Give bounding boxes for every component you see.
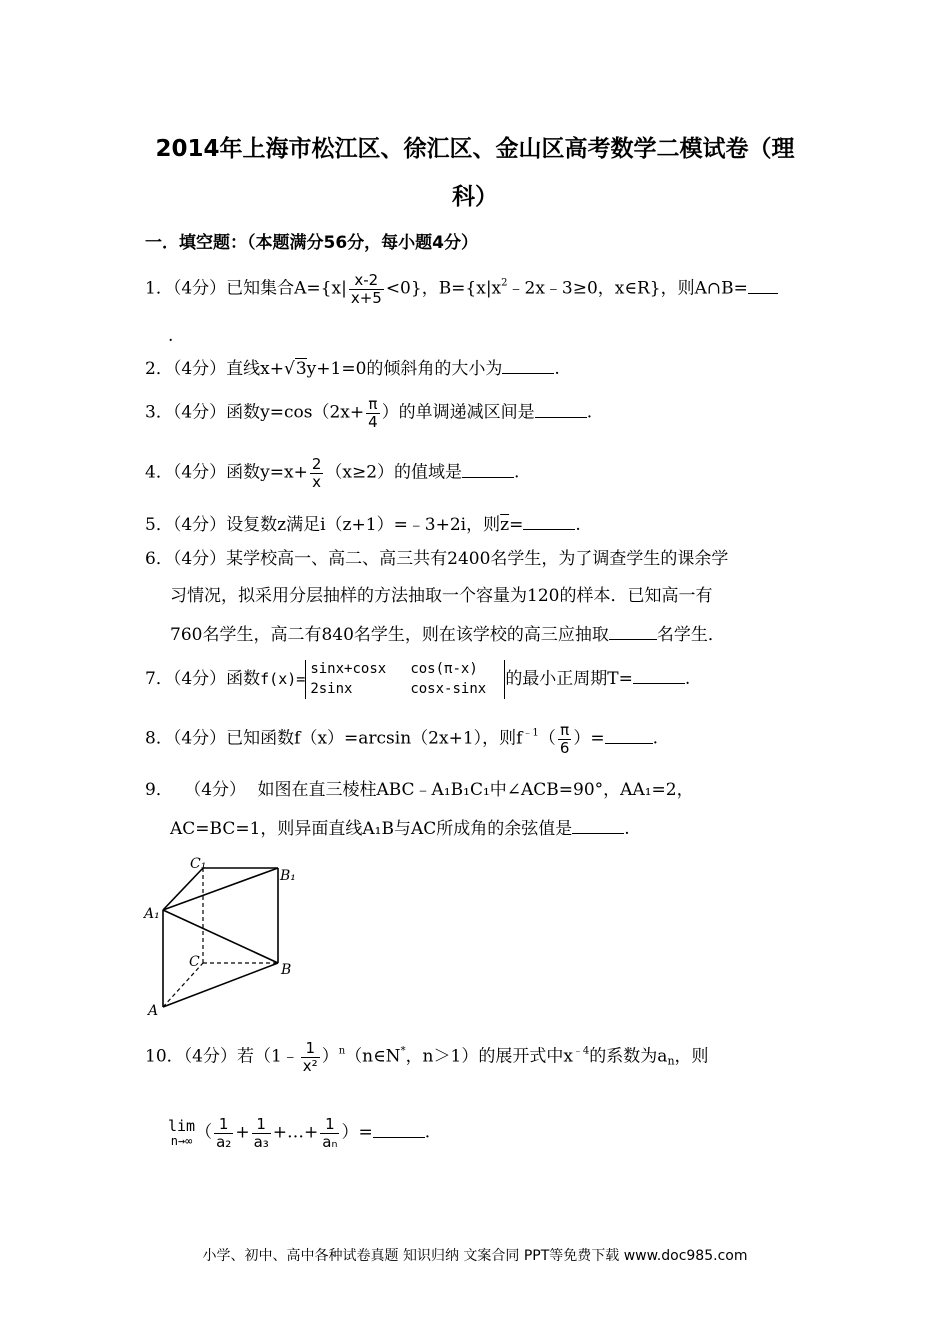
answer-blank: [502, 359, 554, 374]
determinant-matrix: sinx+cosx cos(π-x) 2sinx cosx-sinx: [305, 660, 505, 699]
question-2: 2．（4分）直线x+√3y+1=0的倾斜角的大小为 .: [145, 359, 560, 379]
answer-blank: [633, 669, 685, 684]
question-7: 7．（4分）函数f(x)= sinx+cosx cos(π-x) 2sinx cosx-sinx 的最小正周期T= .: [145, 660, 690, 699]
question-10: 10．（4分）若（1﹣ $\frac{1}{\text{x²}}$ ）$^n$（n∈N*，n＞1）的展开式中$x^{﹣4}$的系数为$a_n$，则: [145, 1039, 709, 1075]
question-6: 6．（4分）某学校高一、高二、高三共有2400名学生，为了调查学生的课余学: [145, 549, 729, 569]
label-c: C: [189, 954, 200, 970]
answer-blank: [609, 625, 657, 640]
q10-fraction: $\frac{1}{\text{x²}}$: [302, 1039, 318, 1075]
page-title-line-2: 科）: [452, 184, 498, 210]
question-1: 1．（4分）已知集合A={x| $\frac{x-2}{x+5}$ <0}，$B=\{x|x^2﹣2x﹣3\ge 0$，x∈R}，则A∩B=: [145, 272, 778, 306]
sqrt-symbol: √: [284, 359, 295, 379]
label-b: B: [281, 962, 292, 978]
question-1-tail: .: [168, 326, 174, 346]
question-4: 4．（4分）函数y=x+ $\frac{2}{x}$ （x≥2）的值域是 .: [145, 455, 520, 491]
answer-blank: [748, 279, 778, 294]
question-6-line-3: 760名学生，高二有840名学生，则在该学校的高三应抽取 名学生．: [170, 625, 725, 645]
question-10-limit: lim n→∞ （ $\frac{1}{\text{a₂}}$ + $\frac{1}{\text{a₃}}$ +…+ $\frac{1}{\text{aₙ}}$ ）= .: [168, 1115, 431, 1151]
answer-blank: [605, 729, 653, 744]
page-title-line-1: 2014年上海市松江区、徐汇区、金山区高考数学二模试卷（理: [155, 136, 795, 162]
answer-blank: [462, 463, 514, 478]
prism-figure: [140, 850, 310, 1020]
answer-blank: [535, 403, 587, 418]
question-3: 3．（4分）函数y=cos（2x+ $\frac{\pi}{4}$ ）的单调递减区间是 .: [145, 395, 593, 431]
q1-fraction: $\frac{x-2}{x+5}$: [350, 271, 382, 307]
answer-blank: [373, 1123, 425, 1138]
q4-fraction: $\frac{2}{x}$: [311, 455, 322, 491]
question-9: 9． （4分） 如图在直三棱柱ABC﹣A₁B₁C₁中∠ACB=90°，AA₁=2，: [145, 780, 694, 800]
q8-fraction: $\frac{\pi}{6}$: [559, 721, 570, 757]
page-footer: 小学、初中、高中各种试卷真题 知识归纳 文案合同 PPT等免费下载 www.doc985.com: [202, 1248, 748, 1264]
label-b1: B₁: [280, 868, 296, 884]
question-8: 8．（4分）已知函数f（x）=arcsin（2x+1），则$f^{﹣1}$（ $\frac{\pi}{6}$ ）= .: [145, 721, 659, 757]
question-5: 5．（4分）设复数z满足i（z+1）=﹣3+2i，则$\overline{z}=$ .: [145, 515, 581, 535]
limit-operator: lim n→∞: [168, 1117, 196, 1148]
answer-blank: [572, 819, 624, 834]
section-heading: 一．填空题：（本题满分56分，每小题4分）: [145, 233, 478, 253]
label-a: A: [148, 1003, 159, 1019]
label-c1: C₁: [190, 856, 207, 872]
q3-fraction: $\frac{\pi}{4}$: [368, 395, 378, 431]
question-6-line-2: 习情况，拟采用分层抽样的方法抽取一个容量为120的样本．已知高一有: [170, 586, 713, 606]
answer-blank: [523, 515, 575, 530]
label-a1: A₁: [144, 906, 160, 922]
question-9-line-2: AC=BC=1，则异面直线A₁B与AC所成角的余弦值是 .: [170, 819, 630, 839]
